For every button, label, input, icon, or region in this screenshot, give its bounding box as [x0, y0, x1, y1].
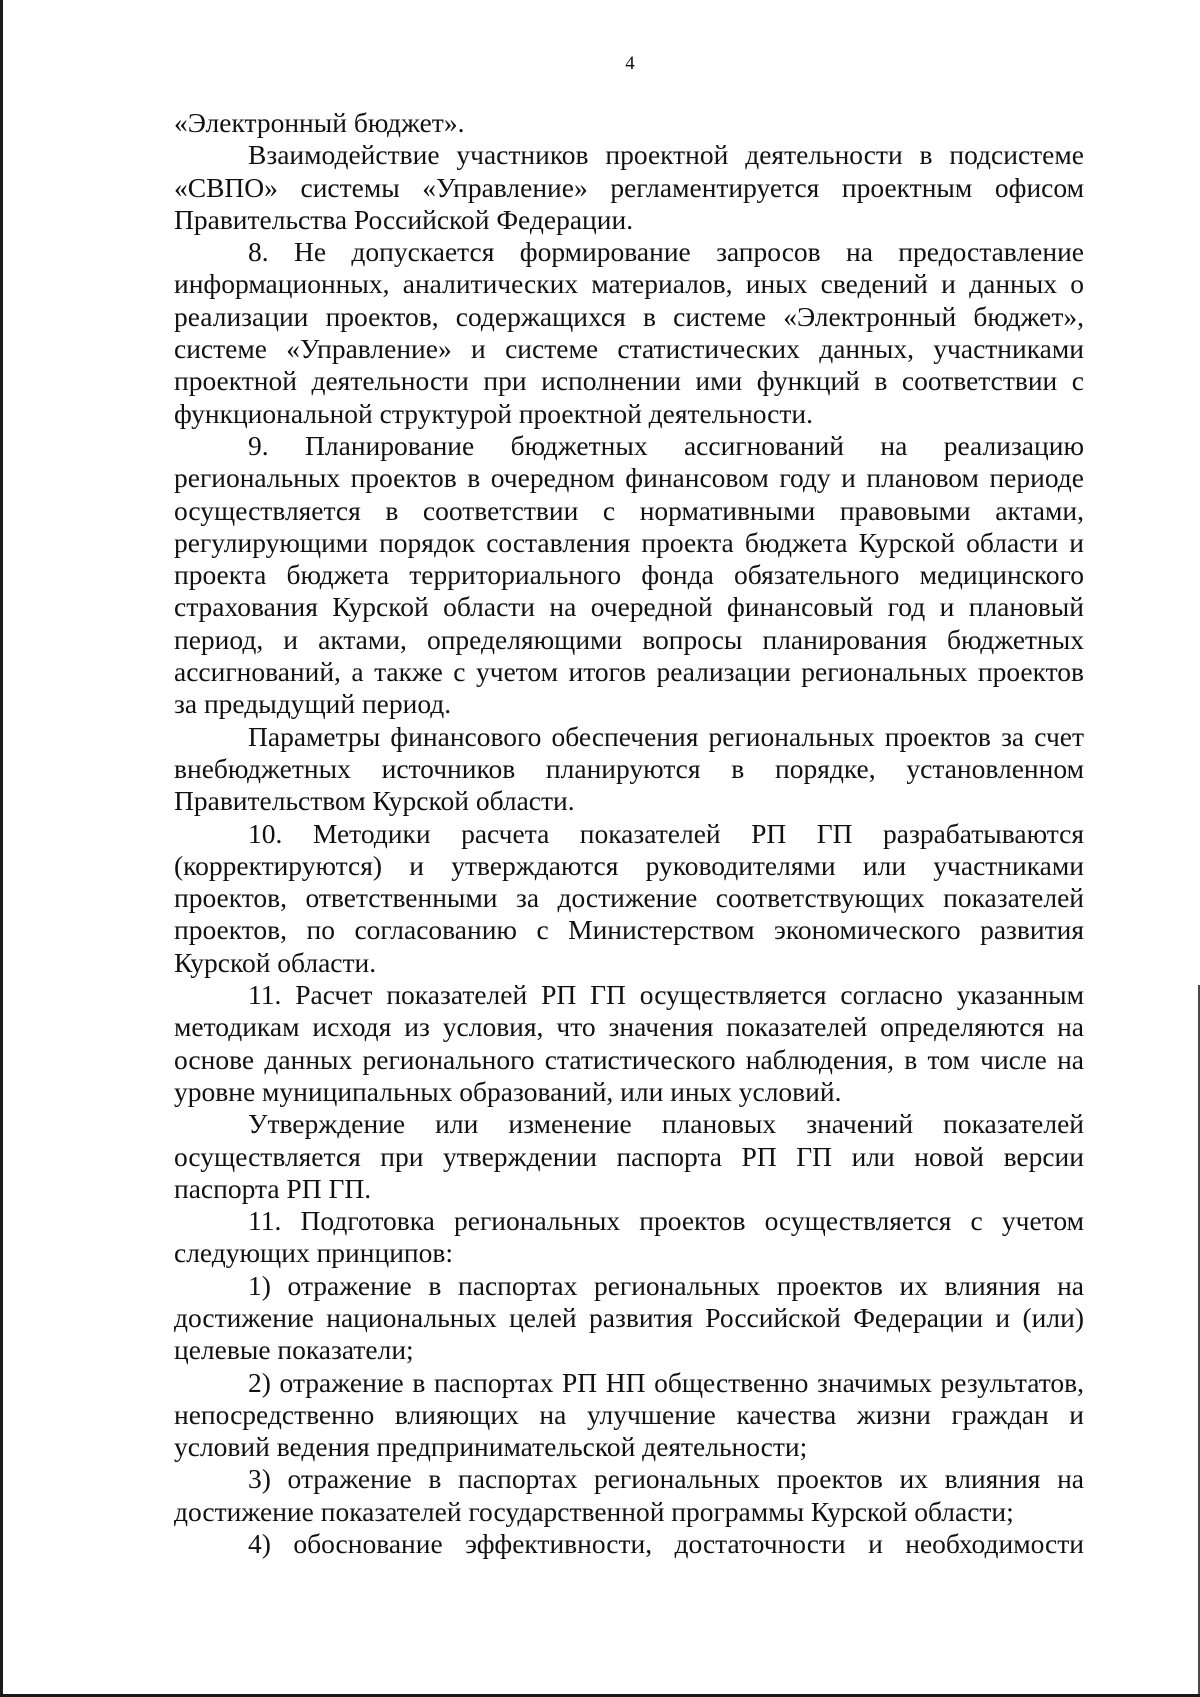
list-item-2: 2) отражение в паспортах РП НП общественно значимых результатов, непосредственно влияющих на улучшение качества жизни граждан и условий ведения предпринимательской деятельности; [174, 1366, 1084, 1463]
list-item-4: 4) обоснование эффективности, достаточности и необходимости [248, 1528, 1084, 1560]
paragraph-continuation: «Электронный бюджет». [174, 107, 465, 138]
scan-edge-left [0, 0, 3, 1697]
paragraph-item-11-calculation: 11. Расчет показателей РП ГП осуществляется согласно указанным методикам исходя из условия, что значения показателей определяются на основе данных регионального статистического наблюдения, в том числе на уровне муниципальных образований, или иных условий. [174, 979, 1084, 1107]
list-item-3: 3) отражение в паспортах региональных проектов их влияния на достижение показателей государственной программы Курской области; [174, 1463, 1084, 1527]
list-item-1: 1) отражение в паспортах региональных проектов их влияния на достижение национальных целей развития Российской Федерации и (или) целевые показатели; [174, 1269, 1084, 1366]
document-body [174, 107, 1084, 1560]
paragraph-approval: Утверждение или изменение плановых значений показателей осуществляется при утверждении паспорта РП ГП или новой версии паспорта РП ГП. [174, 1108, 1084, 1204]
page-number: 4 [625, 53, 635, 74]
paragraph-item-9: 9. Планирование бюджетных ассигнований на реализацию региональных проектов в очередном финансовом году и плановом периоде осуществляется в соответствии с нормативными правовыми актами, регулирующими порядок составления проекта бюджета Курской области и проекта бюджета территориального фонда обязательного медицинского страхования Курской области на очередной финансовый год и плановый период, и актами, определяющими вопросы планирования бюджетных ассигнований, а также с учетом итогов реализации региональных проектов за предыдущий период. [174, 429, 1084, 720]
paragraph-interaction: Взаимодействие участников проектной деятельности в подсистеме «СВПО» системы «Управление» регламентируется проектным офисом Правительства Российской Федерации. [174, 139, 1084, 235]
paragraph-financing-parameters: Параметры финансового обеспечения региональных проектов за счет внебюджетных источников планируются в порядке, установленном Правительством Курской области. [174, 720, 1084, 817]
paragraph-item-8: 8. Не допускается формирование запросов на предоставление информационных, аналитических материалов, иных сведений и данных о реализации проектов, содержащихся в системе «Электронный бюджет», системе «Управление» и системе статистических данных, участниками проектной деятельности при исполнении ими функций в соответствии с функциональной структурой проектной деятельности. [174, 236, 1084, 429]
paragraph-item-10: 10. Методики расчета показателей РП ГП разрабатываются (корректируются) и утверждаются руководителями или участниками проектов, ответственными за достижение соответствующих показателей проектов, по согласованию с Министерством экономического развития Курской области. [174, 817, 1084, 978]
paragraph-item-11-preparation: 11. Подготовка региональных проектов осуществляется с учетом следующих принципов: [174, 1205, 1084, 1269]
